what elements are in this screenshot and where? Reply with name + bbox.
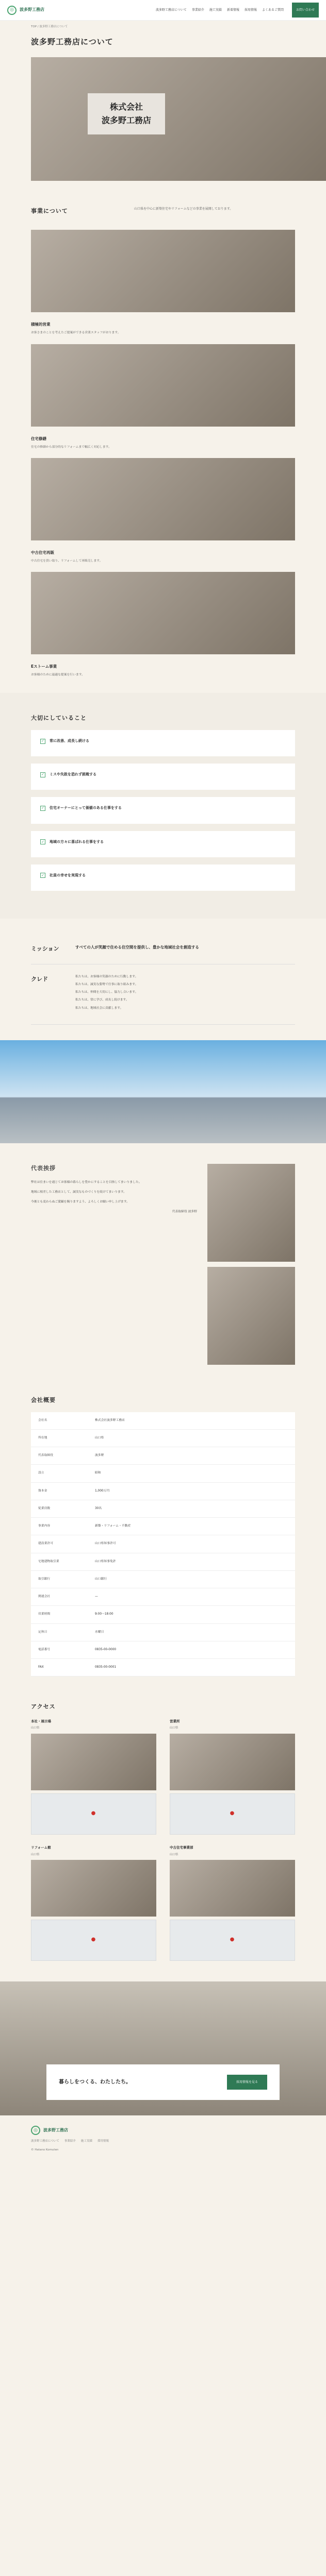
office-address: 山口県	[31, 1853, 40, 1856]
copyright: © Hatano Komuten	[31, 2148, 59, 2152]
sign-line-1: 株式会社	[109, 102, 143, 112]
logo-mark-icon: ◎	[7, 6, 17, 15]
table-row: 会社名 株式会社波多野工務店	[31, 1412, 295, 1430]
global-nav	[156, 3, 319, 18]
table-row: 営業時間 9:00〜18:00	[31, 1606, 295, 1623]
table-row: 関連会社 —	[31, 1588, 295, 1606]
recruit-title: 暮らしをつくる、わたしたち。	[59, 2079, 131, 2085]
company-table	[31, 1412, 295, 1677]
table-row: 宅地建物取引業 山口県知事免許	[31, 1553, 295, 1570]
recruit-banner	[0, 1981, 326, 2115]
about-title: 事業について	[31, 207, 68, 214]
ceo-paragraph: 地域に根差した工務店として、誠実なものづくりを続けてまいります。	[31, 1190, 126, 1194]
mission-label: ミッション	[31, 945, 59, 952]
nav-item-recruit[interactable]: 採用情報	[244, 8, 257, 12]
site-header	[0, 0, 326, 21]
credo-item: 私たちは、お客様の笑顔のために行動します。	[75, 975, 138, 978]
nav-item-faq[interactable]: よくあるご質問	[262, 8, 284, 12]
staff-photo-3	[31, 458, 295, 540]
table-row: 設立 昭和	[31, 1465, 295, 1482]
recruit-box	[46, 2064, 280, 2100]
staff-photo-1	[31, 230, 295, 312]
site-footer	[0, 2115, 326, 2163]
nav-item-news[interactable]: 新着情報	[226, 8, 239, 12]
breadcrumb[interactable]: TOP / 波多野工務店について	[31, 25, 68, 28]
check-icon: ✓	[40, 772, 45, 777]
office-name: 中古住宅事業部	[170, 1845, 193, 1850]
value-text: 地域の方々に喜ばれる仕事をする	[50, 839, 104, 844]
value-card	[31, 764, 295, 790]
footer-link[interactable]: 事業紹介	[64, 2140, 76, 2143]
footer-link[interactable]: 波多野工務店について	[31, 2140, 59, 2143]
office-card	[170, 1845, 295, 1961]
table-row: 事業内容 新築・リフォーム・不動産	[31, 1518, 295, 1535]
values-section	[0, 693, 326, 919]
ceo-title: 代表挨拶	[31, 1164, 56, 1172]
feature-sub: 中古住宅を買い取り、リフォームして再販売します。	[31, 559, 103, 563]
brand-name: 波多野工務店	[20, 7, 44, 12]
office-map[interactable]	[31, 1793, 156, 1835]
brand-logo[interactable]	[7, 6, 44, 15]
recruit-button[interactable]: 採用情報を見る	[227, 2075, 267, 2090]
staff-photo-2	[31, 344, 295, 427]
feature-4	[31, 664, 295, 677]
staff-photo-4	[31, 572, 295, 654]
feature-title: 住宅修繕	[31, 436, 46, 441]
brand-name: 波多野工務店	[43, 2128, 68, 2133]
ceo-section	[0, 1143, 326, 1385]
office-banner-photo	[0, 1040, 326, 1143]
footer-links	[31, 2139, 295, 2144]
value-text: 常に改善、成長し続ける	[50, 739, 89, 743]
office-address: 山口県	[170, 1853, 178, 1856]
footer-link[interactable]: 施工実績	[80, 2140, 92, 2143]
credo-item: 私たちは、仲間を大切にし、協力し合います。	[75, 991, 138, 994]
ceo-paragraph: 弊社は住まいを通じてお客様の暮らしを豊かにすることを目指してまいりました。	[31, 1180, 142, 1184]
office-photo	[170, 1734, 295, 1790]
office-map[interactable]	[170, 1793, 295, 1835]
feature-title: 中古住宅再販	[31, 550, 54, 555]
check-icon: ✓	[40, 839, 45, 844]
office-name: 本社・展示場	[31, 1719, 51, 1724]
logo-mark-icon: ◎	[31, 2126, 40, 2135]
hero-photo	[31, 57, 326, 181]
office-map[interactable]	[170, 1920, 295, 1961]
office-photo	[31, 1734, 156, 1790]
value-text: 住宅オーナーにとって価値のある仕事をする	[50, 806, 122, 810]
mission-body: すべての人が笑顔で住める住空間を提供し、豊かな地域社会を創造する	[75, 944, 199, 950]
table-row: 従業員数 30名	[31, 1500, 295, 1517]
ceo-signature: 代表取締役 波多野	[172, 1210, 197, 1214]
table-row: FAX 0835-00-0001	[31, 1659, 295, 1676]
credo-item: 私たちは、誠実な姿勢で仕事に取り組みます。	[75, 982, 138, 986]
credo-label: クレド	[31, 975, 48, 982]
value-card	[31, 865, 295, 891]
company-title: 会社概要	[31, 1396, 56, 1403]
office-map[interactable]	[31, 1920, 156, 1961]
office-photo	[31, 1860, 156, 1917]
values-title: 大切にしていること	[31, 715, 87, 722]
feature-1	[31, 321, 295, 335]
value-card	[31, 831, 295, 857]
sign-line-2: 波多野工務店	[101, 115, 151, 125]
table-row: 電話番号 0835-00-0000	[31, 1641, 295, 1658]
table-row: 取引銀行 山口銀行	[31, 1570, 295, 1588]
check-icon: ✓	[40, 873, 45, 878]
about-section	[0, 181, 326, 678]
table-row: 所在地 山口県	[31, 1429, 295, 1447]
value-text: ミスや失敗を恐れず挑戦する	[50, 772, 96, 777]
office-card	[31, 1719, 156, 1835]
table-row: 定休日 水曜日	[31, 1623, 295, 1641]
about-text: 山口県を中心に新築住宅やリフォームなどの事業を展開しております。	[134, 207, 233, 211]
feature-sub: お客さまのことを考えたご提案ができる営業スタッフがおります。	[31, 331, 121, 335]
credo-list	[75, 975, 295, 1014]
access-section	[0, 1676, 326, 1961]
office-address: 山口県	[170, 1726, 178, 1730]
table-row: 資本金 1,000万円	[31, 1482, 295, 1500]
office-name: リフォーム館	[31, 1845, 51, 1850]
credo-item: 私たちは、地域社会に貢献します。	[75, 1006, 123, 1010]
company-sign	[88, 93, 165, 134]
ceo-paragraph: 今後とも変わらぬご愛顧を賜りますよう、よろしくお願い申し上げます。	[31, 1200, 129, 1204]
footer-link[interactable]: 採用情報	[97, 2140, 109, 2143]
value-text: 社員の幸せを実現する	[50, 873, 86, 877]
feature-sub: お客様のために最適な提案を行います。	[31, 673, 85, 677]
contact-button[interactable]: お問い合わせ	[292, 3, 319, 18]
feature-title: Eストーム事業	[31, 664, 57, 669]
office-name: 営業所	[170, 1719, 180, 1724]
ceo-photo	[207, 1267, 295, 1365]
nav-item-about[interactable]: 波多野工務店について	[156, 8, 187, 12]
table-row: 代表取締役 波多野	[31, 1447, 295, 1465]
feature-sub: 住宅の修繕から部分的なリフォームまで幅広く対応します。	[31, 445, 111, 449]
check-icon: ✓	[40, 739, 45, 744]
page-title: 波多野工務店について	[31, 37, 113, 46]
value-card	[31, 730, 295, 756]
credo-item: 私たちは、常に学び、成長し続けます。	[75, 998, 129, 1002]
office-card	[170, 1719, 295, 1835]
office-card	[31, 1845, 156, 1961]
table-row: 建設業許可 山口県知事許可	[31, 1535, 295, 1553]
check-icon: ✓	[40, 806, 45, 811]
company-section	[0, 1385, 326, 1677]
office-photo	[170, 1860, 295, 1917]
feature-3	[31, 550, 295, 564]
building-photo	[207, 1164, 295, 1262]
access-title: アクセス	[31, 1703, 56, 1710]
nav-item-business[interactable]: 事業紹介	[191, 8, 204, 12]
feature-title: 積極的営業	[31, 322, 51, 327]
mission-section	[0, 919, 326, 1025]
value-card	[31, 797, 295, 823]
feature-2	[31, 436, 295, 450]
footer-logo[interactable]	[31, 2126, 295, 2135]
office-address: 山口県	[31, 1726, 40, 1730]
nav-item-works[interactable]: 施工実績	[209, 8, 222, 12]
